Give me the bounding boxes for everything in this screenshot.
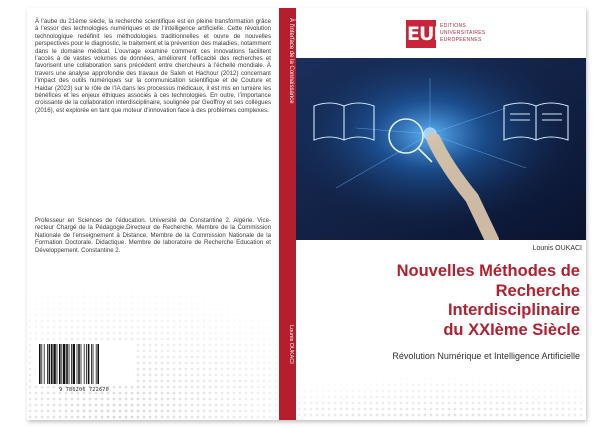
book-title	[306, 262, 580, 340]
book-subtitle: Révolution Numérique et Intelligence Artificielle	[392, 351, 580, 361]
author-biography: Professeur en Sciences de l’éducation. Université de Constantine 2. Algérie. Vice-recteur Chargé de la Pédagogie.Directeur de Recherche. Membre de la Commission Nationale de l’enseignement à Distance. Membre de la Commission Nationale de la Formation Doctorale. Didactique. Membre de laboratoire de Recherche Education et Développement. Constantine 2.	[35, 217, 271, 254]
dot-pattern-front	[296, 364, 586, 420]
back-cover	[27, 8, 279, 420]
back-cover-description: À l’aube du 21ème siècle, la recherche scientifique est en pleine transformation grâce à l’essor des technologies numériques et de l’intelligence artificielle. Cette révolution technologique redéfinit les méthodologies traditionnelles et ouvre de nouvelles perspectives pour le diagnostic, le traitement et la prévention des maladies, notamment dans le domaine médical. L’ouvrage examine comment ces innovations facilitent l’accès à de vastes volumes de données, améliorent l’efficacité des recherches et favorisent une collaboration sans précédent entre chercheurs à l’échelle mondiale. À travers une analyse approfondie des travaux de Saleh et Hachour (2012) concernant l’impact des outils numériques sur la communication scientifique et de Couture et Haidar (2023) sur le rôle de l’IA dans les processus médicaux, il est mis en lumière les bénéfices et les enjeux éthiques associés à ces technologies. En outre, l’importance croissante de la collaboration interdisciplinaire, soulignée par Geoffroy et ses collègues (2016), est explorée en tant que moteur d’innovation face à des problèmes complexes.	[35, 18, 271, 114]
front-cover	[296, 8, 586, 420]
spine-title: À l'interface de la Connaissance	[288, 18, 294, 104]
spine-author: Lounis OUKACI	[288, 325, 294, 364]
publisher-name-line3: EUROPEENNES	[440, 37, 482, 43]
publisher-logo-letters: EUE	[407, 23, 446, 45]
cover-illustration	[296, 58, 586, 240]
publisher-name-line2: UNIVERSITAIRES	[440, 30, 486, 36]
isbn-barcode	[35, 342, 133, 386]
book-title-line-3: Interdisciplinaire	[447, 301, 580, 319]
book-title-line-4: du XXIème Siècle	[443, 320, 580, 339]
book-title-line-2: Recherche	[495, 281, 580, 300]
publisher-name-line1: EDITIONS	[440, 23, 467, 29]
isbn-digits: 9 786206 722670	[59, 387, 109, 393]
front-author: Lounis OUKACI	[532, 245, 582, 252]
book-title-line-1: Nouvelles Méthodes de	[396, 262, 580, 280]
